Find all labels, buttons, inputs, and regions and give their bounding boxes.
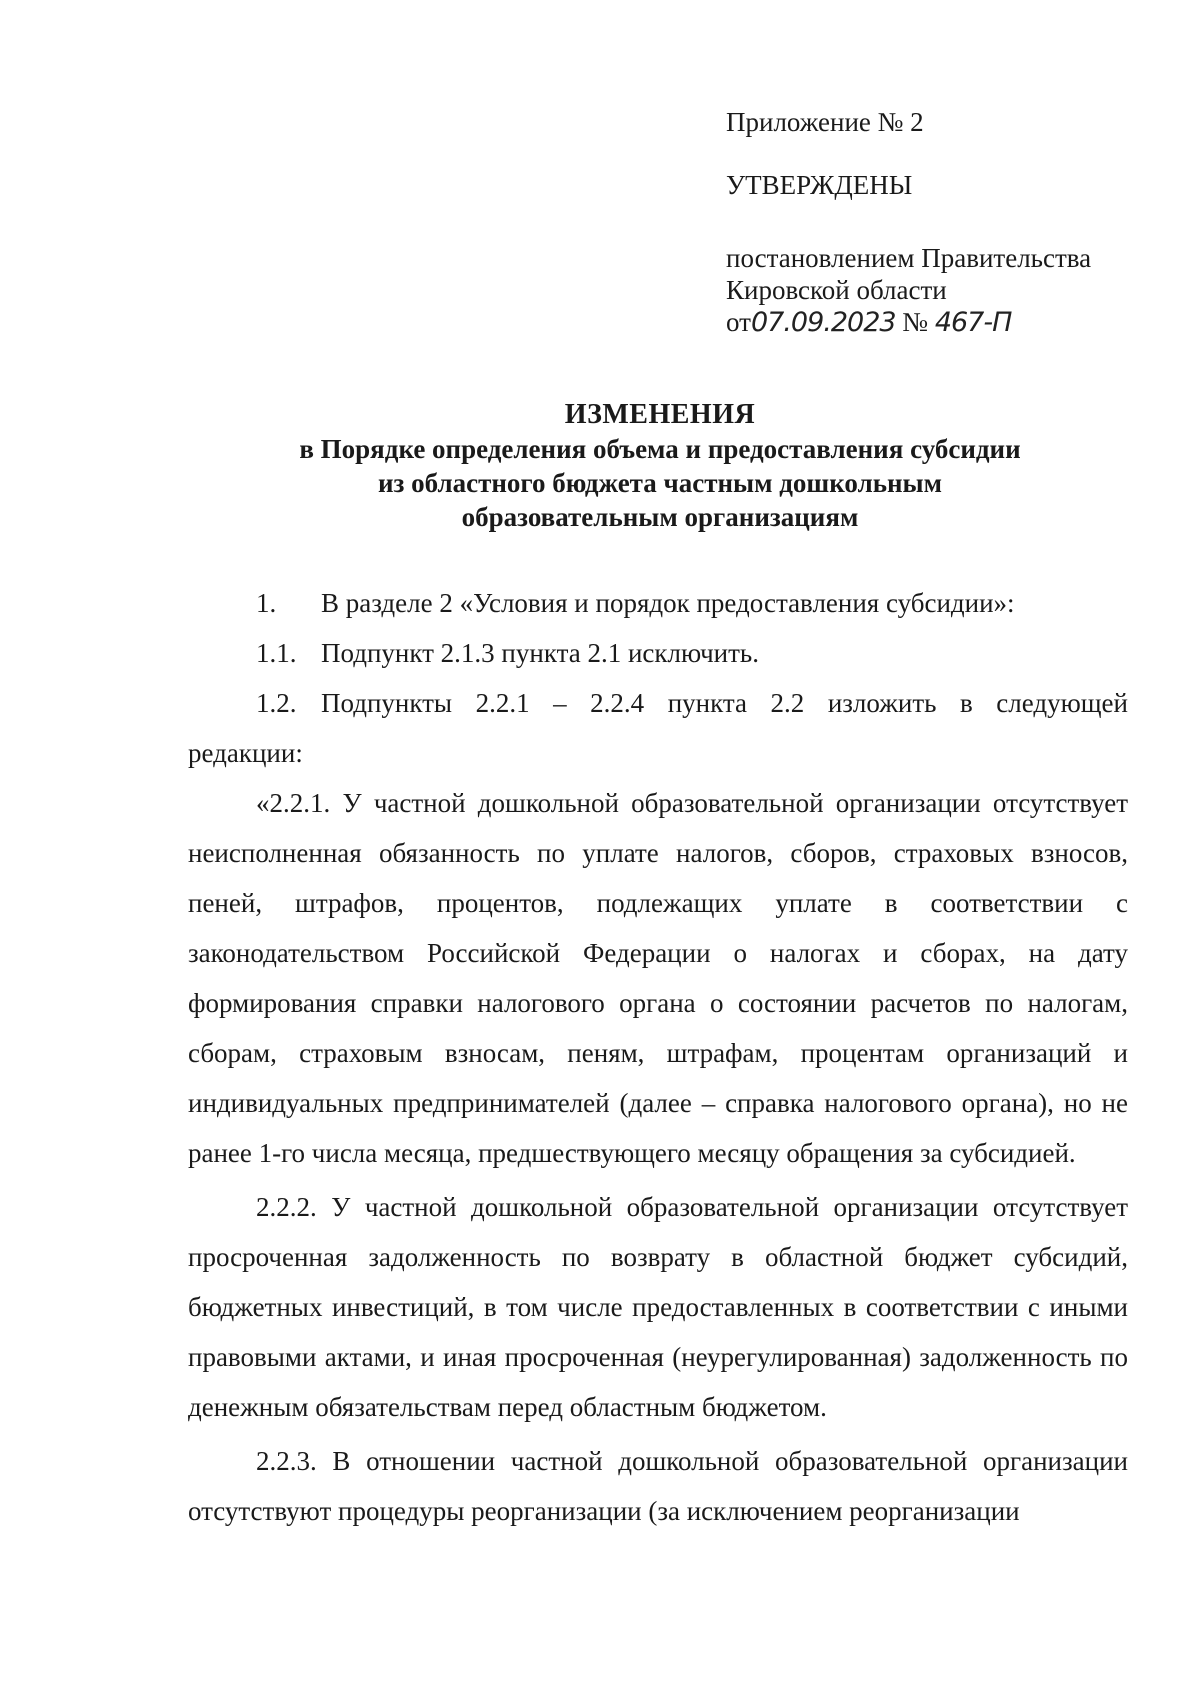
approved-heading: УТВЕРЖДЕНЫ	[726, 170, 913, 200]
number-label: №	[902, 307, 929, 337]
decree-line-1: постановлением Правительства	[726, 243, 1092, 273]
title-line-3: образовательным организациям	[461, 502, 859, 532]
title-main: ИЗМЕНЕНИЯ	[564, 399, 756, 430]
document-body	[188, 578, 1128, 1536]
handwritten-number: 467-П	[934, 307, 1012, 338]
item-1-1-text: Подпункт 2.1.3 пункта 2.1 исключить.	[321, 638, 759, 668]
document-title	[180, 398, 1140, 534]
subitems	[188, 778, 1128, 1536]
item-1-1	[188, 628, 1128, 678]
paragraph-2-2-3: 2.2.3. В отношении частной дошкольной образовательной организации отсутствуют процедуры реорганизации (за исключением реорганизации	[188, 1446, 1128, 1526]
item-1-2	[188, 678, 1128, 778]
item-1-2-continuation: редакции:	[188, 738, 303, 768]
item-1-2-number: 1.2.	[256, 688, 297, 718]
paragraph-2-2-2: 2.2.2. У частной дошкольной образовательной организации отсутствует просроченная задолженность по возврату в областной бюджет субсидий, бюджетных инвестиций, в том числе предоставленных в соответствии с иными правовыми актами, и иная просроченная (неурегулированная) задолженность по денежным обязательствам перед областным бюджетом.	[188, 1192, 1128, 1422]
item-1-2-text: Подпункты 2.2.1 – 2.2.4 пункта 2.2 изложить в следующей	[321, 688, 1128, 718]
item-1-2-first-line	[188, 678, 1128, 728]
decree-date-line	[726, 306, 1166, 339]
date-prefix: от	[726, 307, 751, 337]
decree-line-2: Кировской области	[726, 275, 947, 305]
title-line-2: из областного бюджета частным дошкольным	[377, 468, 943, 498]
item-1-number: 1.	[256, 588, 277, 618]
item-1-1-number: 1.1.	[256, 638, 297, 668]
item-1	[188, 578, 1128, 628]
appendix-label: Приложение № 2	[726, 107, 924, 137]
approval-block	[726, 106, 1166, 339]
paragraph-2-2-1: «2.2.1. У частной дошкольной образовательной организации отсутствует неисполненная обязанность по уплате налогов, сборов, страховых взносов, пеней, штрафов, процентов, подлежащих уплате в соответствии с законодательством Российской Федерации о налогах и сборах, на дату формирования справки налогового органа о состоянии расчетов по налогам, сборам, страховым взносам, пеням, штрафам, процентам организаций и индивидуальных предпринимателей (далее – справка налогового органа), но не ранее 1-го числа месяца, предшествующего месяцу обращения за субсидией.	[188, 788, 1128, 1168]
item-1-text: В разделе 2 «Условия и порядок предоставления субсидии»:	[321, 588, 1015, 618]
handwritten-date: 07.09.2023	[750, 307, 896, 338]
title-line-1: в Порядке определения объема и предоставления субсидии	[299, 434, 1021, 464]
